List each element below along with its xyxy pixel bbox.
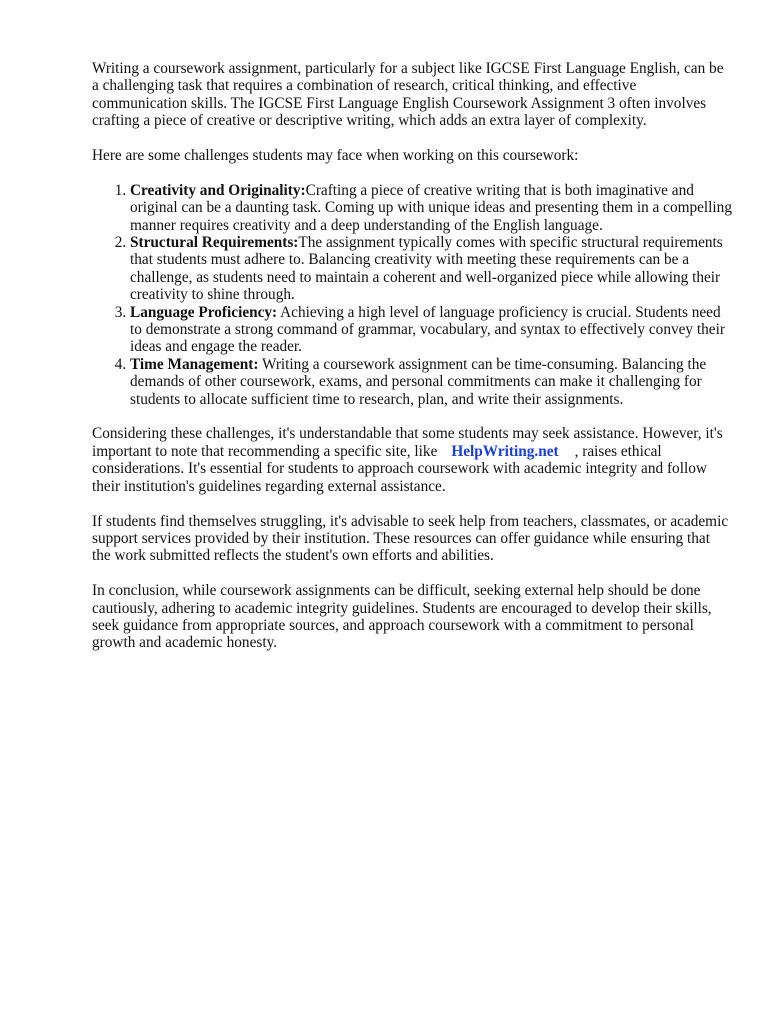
challenges-list <box>92 182 732 408</box>
challenge-title: Language Proficiency: <box>130 303 278 321</box>
helpwriting-link[interactable]: HelpWriting.net <box>451 442 559 460</box>
challenge-text: Crafting a piece of creative writing that is both imaginative and original can be a daunting task. Coming up with unique ideas and presenting them in a compelling manner requires creativity and a deep understanding of the English language. <box>130 181 732 234</box>
conclusion-paragraph: In conclusion, while coursework assignments can be difficult, seeking external help should be done cautiously, adhering to academic integrity guidelines. Students are encouraged to develop their skills, seek guidance from appropriate sources, and approach coursework with a commitment to personal growth and academic honesty. <box>92 582 712 652</box>
list-item <box>130 304 732 356</box>
challenge-text: Writing a coursework assignment can be time-consuming. Balancing the demands of other coursework, exams, and personal commitments can make it challenging for students to allocate sufficient time to research, plan, and write their assignments. <box>130 355 707 408</box>
challenge-title: Structural Requirements: <box>130 234 299 252</box>
challenge-title: Time Management: <box>130 355 259 373</box>
considering-before: Considering these challenges, it's understandable that some students may seek assistance. However, it's important to note that recommending a specific site, like <box>92 425 723 460</box>
challenge-text: The assignment typically comes with specific structural requirements that students must adhere to. Balancing creativity with meeting these requirements can be a challenge, as students need to maintain a coherent and well-organized piece while allowing their creativity to shine through. <box>130 234 723 304</box>
challenge-title: Creativity and Originality: <box>130 181 306 199</box>
document-page <box>92 60 732 669</box>
considering-after: , raises ethical considerations. It's essential for students to approach coursework with academic integrity and follow their institution's guidelines regarding external assistance. <box>92 442 707 495</box>
struggling-paragraph: If students find themselves struggling, it's advisable to seek help from teachers, classmates, or academic support services provided by their institution. These resources can offer guidance while ensuring that the work submitted reflects the student's own efforts and abilities. <box>92 512 729 565</box>
intro-paragraph: Writing a coursework assignment, particularly for a subject like IGCSE First Language English, can be a challenging task that requires a combination of research, critical thinking, and effective communication skills. The IGCSE First Language English Coursework Assignment 3 often involves crafting a piece of creative or descriptive writing, which adds an extra layer of complexity. <box>92 60 724 130</box>
challenge-text: Achieving a high level of language proficiency is crucial. Students need to demonstrate a strong command of grammar, vocabulary, and syntax to effectively convey their ideas and engage the reader. <box>130 303 725 356</box>
considering-paragraph <box>92 425 732 495</box>
list-item <box>130 234 732 304</box>
list-item <box>130 356 732 408</box>
list-item <box>130 182 732 234</box>
challenges-intro: Here are some challenges students may face when working on this coursework: <box>92 147 579 165</box>
